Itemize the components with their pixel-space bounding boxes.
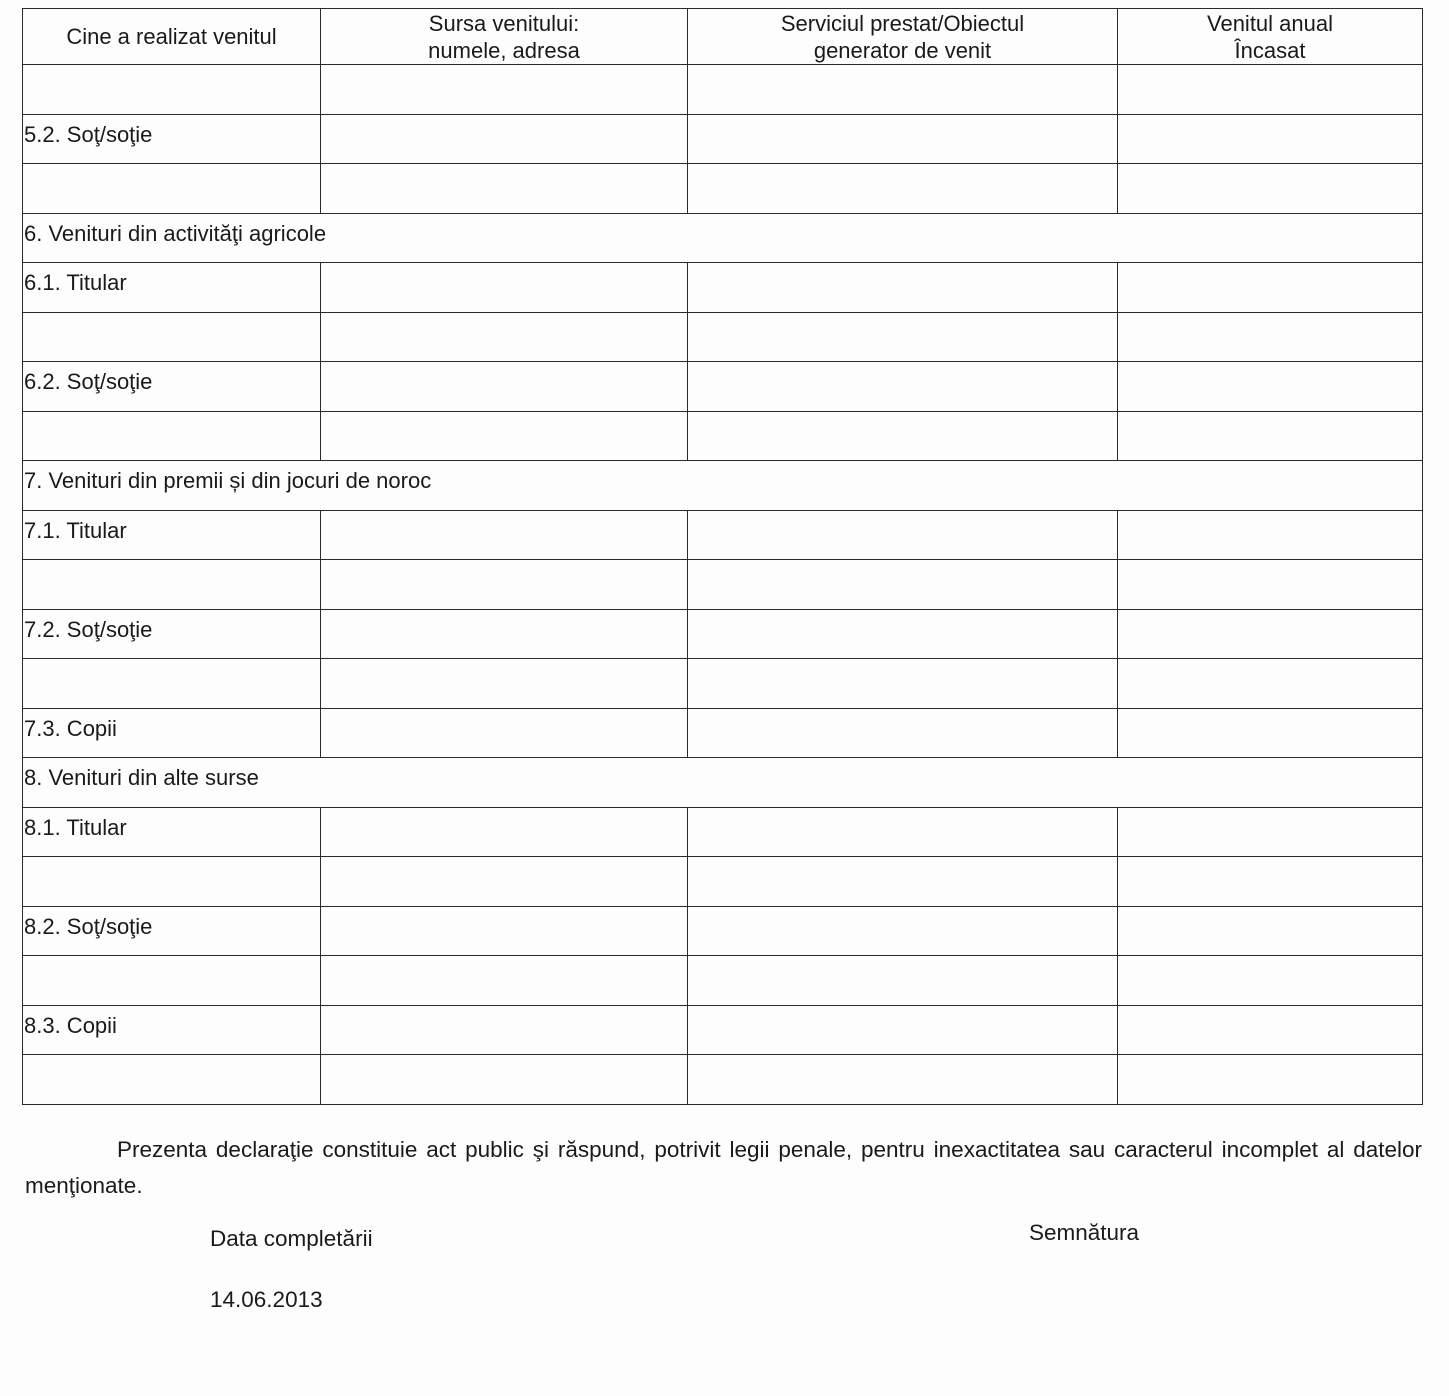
table-cell	[1118, 362, 1423, 412]
table-row	[23, 65, 1423, 115]
header-income	[1118, 9, 1423, 65]
table-cell	[1118, 560, 1423, 610]
table-cell	[321, 1005, 688, 1055]
table-row	[23, 1055, 1423, 1105]
header-service	[688, 9, 1118, 65]
table-cell	[23, 659, 321, 709]
table-cell	[1118, 956, 1423, 1006]
date-value: 14.06.2013	[210, 1287, 323, 1312]
table-cell	[1118, 609, 1423, 659]
table-cell	[321, 312, 688, 362]
table-cell	[688, 560, 1118, 610]
table-cell	[688, 1055, 1118, 1105]
header-source-label: Sursa venitului: numele, adresa	[428, 10, 580, 63]
table-cell	[23, 65, 321, 115]
table-cell	[688, 857, 1118, 907]
table-row	[23, 312, 1423, 362]
table-row	[23, 411, 1423, 461]
section-6-title: 6. Venituri din activităţi agricole	[23, 213, 1423, 263]
table-cell	[688, 263, 1118, 313]
table-cell	[321, 708, 688, 758]
row-label-7-1: 7.1. Titular	[23, 510, 321, 560]
section-row	[23, 758, 1423, 808]
header-who-label: Cine a realizat venitul	[66, 24, 277, 49]
signature-label: Semnătura	[1029, 1220, 1140, 1245]
table-cell	[321, 857, 688, 907]
table-cell	[688, 411, 1118, 461]
row-label-6-1: 6.1. Titular	[23, 263, 321, 313]
table-cell	[321, 560, 688, 610]
table-cell	[23, 1055, 321, 1105]
table-cell	[688, 510, 1118, 560]
table-cell	[1118, 1055, 1423, 1105]
table-cell	[688, 609, 1118, 659]
date-label: Data completării	[210, 1226, 373, 1251]
table-header-row	[23, 9, 1423, 65]
header-source	[321, 9, 688, 65]
row-label-8-2: 8.2. Soţ/soţie	[23, 906, 321, 956]
table-cell	[321, 906, 688, 956]
table-row	[23, 807, 1423, 857]
table-cell	[688, 164, 1118, 214]
table-cell	[321, 807, 688, 857]
table-cell	[321, 609, 688, 659]
table-cell	[1118, 510, 1423, 560]
row-label-5-2: 5.2. Soţ/soţie	[23, 114, 321, 164]
section-row	[23, 461, 1423, 511]
table-cell	[1118, 708, 1423, 758]
table-cell	[688, 956, 1118, 1006]
table-row	[23, 1005, 1423, 1055]
table-cell	[1118, 857, 1423, 907]
table-cell	[1118, 1005, 1423, 1055]
table-cell	[23, 956, 321, 1006]
table-cell	[321, 510, 688, 560]
declaration-text: Prezenta declaraţie constituie act public şi răspund, potrivit legii penale, pentru inexactitatea sau caracterul incomplet al datelor menţionate.	[25, 1137, 1422, 1198]
table-cell	[23, 164, 321, 214]
table-cell	[1118, 164, 1423, 214]
header-who	[23, 9, 321, 65]
table-cell	[321, 263, 688, 313]
table-cell	[688, 708, 1118, 758]
table-cell	[688, 65, 1118, 115]
table-cell	[23, 312, 321, 362]
table-row	[23, 510, 1423, 560]
table-cell	[1118, 263, 1423, 313]
table-row	[23, 906, 1423, 956]
table-cell	[23, 560, 321, 610]
table-cell	[321, 114, 688, 164]
table-cell	[321, 65, 688, 115]
table-cell	[1118, 312, 1423, 362]
table-cell	[688, 362, 1118, 412]
table-row	[23, 263, 1423, 313]
table-cell	[688, 906, 1118, 956]
table-row	[23, 708, 1423, 758]
section-8-title: 8. Venituri din alte surse	[23, 758, 1423, 808]
table-cell	[321, 362, 688, 412]
header-income-label: Venitul anual Încasat	[1207, 10, 1333, 63]
table-row	[23, 362, 1423, 412]
table-cell	[1118, 906, 1423, 956]
row-label-8-1: 8.1. Titular	[23, 807, 321, 857]
income-table	[22, 8, 1423, 1105]
table-row	[23, 659, 1423, 709]
section-7-title: 7. Venituri din premii și din jocuri de noroc	[23, 461, 1423, 511]
table-cell	[688, 659, 1118, 709]
table-cell	[1118, 807, 1423, 857]
table-cell	[321, 1055, 688, 1105]
table-cell	[321, 411, 688, 461]
table-row	[23, 114, 1423, 164]
table-cell	[321, 164, 688, 214]
table-cell	[1118, 411, 1423, 461]
row-label-8-3: 8.3. Copii	[23, 1005, 321, 1055]
row-label-7-2: 7.2. Soţ/soţie	[23, 609, 321, 659]
table-cell	[1118, 114, 1423, 164]
table-cell	[1118, 659, 1423, 709]
table-cell	[23, 411, 321, 461]
row-label-7-3: 7.3. Copii	[23, 708, 321, 758]
table-row	[23, 609, 1423, 659]
table-cell	[688, 1005, 1118, 1055]
table-cell	[688, 807, 1118, 857]
table-cell	[688, 312, 1118, 362]
table-cell	[321, 659, 688, 709]
table-row	[23, 560, 1423, 610]
table-row	[23, 956, 1423, 1006]
header-service-label: Serviciul prestat/Obiectul generator de venit	[780, 10, 1025, 63]
table-row	[23, 164, 1423, 214]
row-label-6-2: 6.2. Soţ/soţie	[23, 362, 321, 412]
table-cell	[1118, 65, 1423, 115]
table-row	[23, 857, 1423, 907]
table-cell	[23, 857, 321, 907]
section-row	[23, 213, 1423, 263]
table-cell	[688, 114, 1118, 164]
table-cell	[321, 956, 688, 1006]
